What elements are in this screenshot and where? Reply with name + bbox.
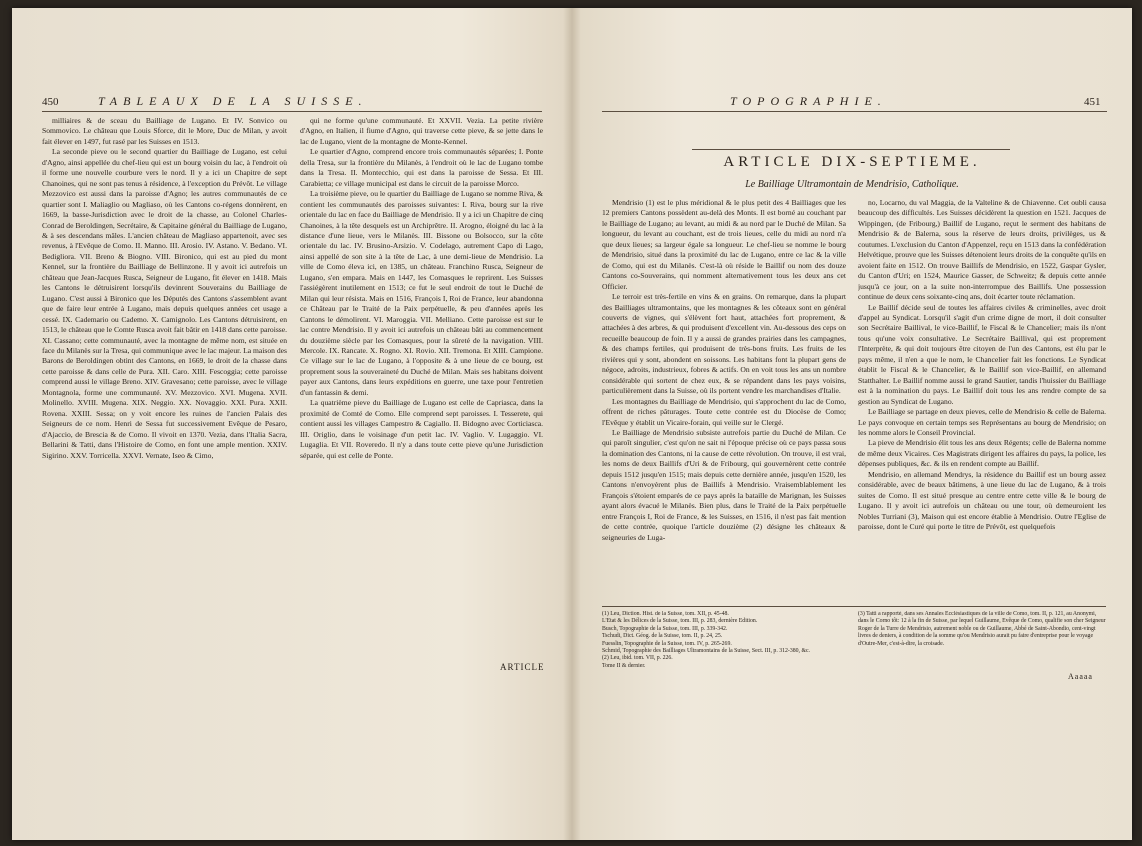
right-running-head: TOPOGRAPHIE.: [730, 94, 887, 108]
body-paragraph: Mendrisio, en allemand Mendrys, la résidence du Baillif est un bourg assez considérable, avec de beaux bâtimens, à une lieue du lac de Lugano, & à trois suites de Como. Il est situé presque au centre entre cette ville & le bourg de Lugano. Il y avoit ici autrefois un château ou une tour, où demeuroient les Nobles Turriani (3), Maison qui est encore établie à Mendrisio. Outre l'Eglise de paroisse, dont le Curé qui porte le titre de Prévôt, est quelquefois: [858, 469, 1106, 532]
body-paragraph: La seconde pieve ou le second quartier du Bailliage de Lugano, est celui d'Agno, ainsi appellée du chef-lieu qui est un bourg voisin du lac, à l'endroit où il forme une nouvelle courbure vers le nord. Il y a ici un Chapitre de sept Chanoines, qui ne sont pas tenus à résidence, à l'exception du Prévôt. Le village Mezzovico est aussi dans la paroisse d'Agno; les autres communautés de ce quartier sont I. Maliaglio ou Magliaso, où les Cantons co-régens donnèrent, en 1669, la basse-Jurisdiction avec le droit de la chasse, au Colonel Charles-Conrad de Beroldingen, Secrétaire, & Capitaine général du Bailliage de Lugano, & à ses descendans mâles. L'ancien château de Magliaso appartenoit, avec ses revenus, à l'Evêque de Como. II. Manno. III. Arosio. IV. Astano. V. Bedano. VI. Bedigliora. VII. Breno & Biogno. VIII. Bironico, qui est au pied du mont Kennel, sur la frontière du Bailliage de Bellinzone. Il y avoit ici autrefois un château que Jean-Jacques Rusca, Seigneur de Lugano, fit élever en 1418. Mais les Cantons le détruisirent lorsqu'ils devinrent Souverains du Bailliage de Lugano. C'est aussi à Bironico que les Députés des Cantons s'assemblent avant que de faire leur entrée à Lugano, mais depuis quelques années cet usage a cessé. IX. Cademario ou Cademo. X. Camignolo. Les Cantons détruisirent, en 1513, le château que le Comte Rusca avoit fait bâtir en 1418 dans cette paroisse. XI. Cassano; cette communauté, avec la montagne de même nom, est située en face du Milanès sur la Tresa, qui communique avec le lac majeur. La maison des Barons de Beroldingen obtint des Cantons, en 1669, le droit de la chasse dans cette paroisse & dans celle de Pura. XII. Caro. XIII. Fescoggia; cette paroisse comprend aussi le village Breno. XIV. Gravesano; cette paroisse, avec le village Montagnola, forme une communauté. XV. Mezzovico. XVI. Mugena. XVII. Molinello. XVIII. Mugena. XIX. Neggio. XX. Novaggio. XXI. Pura. XXII. Rovena. XXIII. Sessa; on y voit encore les ruines de l'ancien Palais des Seigneurs de ce nom. Henri de Sessa fut successivement Evêque de Pesaro, d'Ajaccio, de Brescia & de Como. Il vivoit en 1370. Vezia, dans l'Italia Sacra, Bellarini & Tatti, dans l'Histoire de Como, en font une ample mention. XXIV. Sigirino. XXV. Torricella. XXVI. Vernate, Iseo & Cimo,: [42, 147, 287, 460]
body-paragraph: Le Bailliage de Mendrisio subsiste autrefois partie du Duché de Milan. Ce qui paroît singulier, c'est qu'on ne sait ni l'époque précise où ce pays passa sous la domination des Cantons, ni la cause de cette révolution. On trouve, il est vrai, les noms de deux Baillifs d'Uri & de Fribourg, qui gouvernèrent cette contrée depuis 1512 jusqu'en 1515; mais depuis cette dernière année, jusqu'en 1520, les Cantons n'envoyèrent plus de Baillifs à Mendrisio. Vraisemblablement les François s'étoient emparés de ce pays après la bataille de Marignan, les Suisses ayant alors évacué le Milanès. Bien plus, dans le Traité de la Paix perpétuelle entre François I, Roi de France, & les Suisses, en 1516, il n'est pas fait mention de cette contrée, quoique l'article douzième (2) désigne les châteaux & seigneuries de Luga-: [602, 427, 846, 542]
footnote: (1) Leu, Diction. Hist. de la Suisse, tom. XII, p. 45-48.: [602, 611, 729, 617]
left-column-1: [42, 116, 287, 672]
catchword: ARTICLE: [500, 662, 545, 672]
body-paragraph: qui ne forme qu'une communauté. Et XXVII. Vezia. La petite rivière d'Agno, en Italien, il fiume d'Agno, qui traverse cette pieve, & se jette dans le lac de Lugano, vient de la montagne de Monte-Kennel.: [300, 116, 543, 146]
body-paragraph: Mendrisio (1) est le plus méridional & le plus petit des 4 Bailliages que les 12 premiers Cantons possèdent au-delà des Monts. Il est borné au couchant par le Bailliage de Lugano; au levant, au midi & au nord par le Duché de Milan. Sa longueur, du levant au couchant, est de trois lieues, celle du midi au nord n'a que deux lieues; sa largeur égale sa longueur. Le chef-lieu se nomme le bourg de Mendrisio, situé dans la proximité du lac de Lugano, entre ce lac & la ville de Como, qui est du Milanès. C'est-là où réside le Baillif ou nom des douze Cantons co-Souverains, qui nomment alternativement tous les deux ans cet Officier.: [602, 198, 846, 291]
footnote: Tome II & dernier.: [602, 662, 646, 669]
footnote: Schmid, Topographie des Bailliages Ultramontains de la Suisse, Sect. III, p. 312-380, &c.: [602, 648, 810, 655]
right-head-rule: [602, 111, 1107, 112]
right-column-2: [858, 198, 1106, 598]
right-column-1: [602, 198, 846, 598]
footnote-rule: [602, 606, 1106, 607]
signature-mark: Aaaaa: [1068, 672, 1093, 681]
body-paragraph: Les montagnes du Bailliage de Mendrisio, qui s'approchent du lac de Como, offrent de riches pâturages. Toute cette contrée est du Diocèse de Como; l'Evêque y établit un Vicaire-forain, qui veille sur le Clergé.: [602, 396, 846, 427]
footnote: Fuesslin, Topographie de la Suisse, tom. IV, p. 265-269.: [602, 640, 732, 647]
left-head-rule: [42, 111, 542, 112]
title-rule-top: [692, 149, 1010, 150]
footnote: Tschudi, Dict. Géog. de la Suisse, tom. II, p. 24, 25.: [602, 633, 723, 640]
footnotes-left: [602, 611, 838, 676]
body-paragraph: milliaires & de sceau du Bailliage de Lugano. Et IV. Sonvico ou Sommovico. Le château que Louis Sforce, dit le More, Duc de Milan, y avoit fait élever en 1497, fut rasé par les Suisses en 1513.: [42, 116, 287, 146]
body-paragraph: La quatrième pieve du Bailliage de Lugano est celle de Capriasca, dans la proximité de Comté de Como. Elle comprend sept paroisses. I. Tesserete, qui contient aussi les villages Campestro & Cagiallo. II. Bidogno avec Corticiasca. III. Origlio, dans le voisinage d'un petit lac. IV. Vaglio. V. Lugaggio. VI. Lugaglia. Et VII. Roveredo. Il n'y a dans toute cette pieve qu'une Jurisdiction séparée, qui est celle de Ponte.: [300, 398, 543, 460]
left-page-number: 450: [42, 96, 59, 108]
article-subtitle: Le Bailliage Ultramontain de Mendrisio, Catholique.: [745, 179, 959, 190]
body-paragraph: Le quartier d'Agno, comprend encore trois communautés séparées; I. Ponte della Tresa, sur la frontière du Milanès, à l'endroit où le lac de Lugano tombe dans la Tresa. II. Montecchio, qui est dans la paroisse de Sessa. Et III. Carabietta; ce village municipal est dans le circuit de la paroisse Morco.: [300, 147, 543, 188]
body-paragraph: Le Bailliage se partage en deux pieves, celle de Mendrisio & celle de Balerna. Le pays convoque en certain temps ses Représentans au bourg de Mendrisio; on les nomme alors le Conseil Provincial.: [858, 407, 1106, 437]
left-column-2: [300, 116, 543, 672]
footnote: L'Etat & les Délices de la Suisse, tom. III, p. 283, dernière Edition.: [602, 618, 758, 625]
right-page: [572, 8, 1132, 840]
body-paragraph: no, Locarno, du val Maggia, de la Valteline & de Chiavenne. Cet oubli causa beaucoup des difficultés. Les Suisses décidèrent la question en 1521. Jacques de Wippingen, (de Fribourg,) Baillif de Lugano, reçut le serment des habitans de Mendrisio & de Balerna, sous la réserve de leurs droits, privilèges, us & coutumes. L'exclusion du Canton d'Appenzel, reçu en 1513 dans la confédération Helvétique, prouve que les Suisses détenoient leurs droits de la conquête qu'ils en avoient faite en 1512. On trouve Baillifs de Mendrisio, en 1522, Gaspar Gysler, du Canton d'Uri; en 1524, Maurice Gasser, de Schweitz; & depuis cette année jusqu'à ce jour, on a la suite non-interrompue des Baillifs. Une possession continue de deux cens soixante-cinq ans, doit écarter toute réclamation.: [858, 198, 1106, 302]
body-paragraph: Le terroir est très-fertile en vins & en grains. On remarque, dans la plupart des Bailliages ultramontains, que les montagnes & les côteaux sont en général couverts de vignes, qui s'élèvent fort haut, attachées fort proprement, & attachées à des arbres, & qui produisent d'excellent vin. Au-dessous des ceps on recueille beaucoup de foin. Il y a aussi de grandes prairies dans les campagnes, & des champs fertiles, qui produisent de très-bons fruits. Les fruits de les rivières qui y sont, abondent en soissons. Les habitans font la plupart gens de négoce, adroits, industrieux, fobres & actifs. On en voit tous les ans un nombre considérable qui sortent de chez eux, & se répandent dans les pays voisins, particulièrement dans la Suisse, où ils portent vendre les marchandises d'Italie.: [602, 292, 846, 396]
left-running-head: TABLEAUX DE LA SUISSE.: [98, 94, 368, 108]
body-paragraph: Le Baillif décide seul de toutes les affaires civiles & criminelles, avec droit d'appel au Syndicat. Lorsqu'il s'agit d'un crime digne de mort, il doit consulter son Secrétaire Baillival, le vice-Baillif, le Fiscal & le Chancelier; mais ils n'ont tous qu'une voix consultative. Le Secrétaire Baillival, qui est proprement l'Interprète, & qui doit toujours être citoyen de l'un des Cantons, est élu par le pays même, il n'en a que le nom, le Chancelier fait les fonctions. Le Syndicat établit le Fiscal & le Chancelier, & le Baillif son vice-Baillif, en allemand Statthalter. Le Baillif nomme aussi le grand Sautier, tandis l'huissier du Bailliage est à la nomination du pays. Le Baillif doit tous les ans rendre compte de sa gestion au Syndicat de Lugano.: [858, 302, 1106, 406]
book-spread: [12, 8, 1132, 840]
footnotes-right: [858, 611, 1106, 671]
footnote: (2) Leu, ibid. tom. VII, p. 226.: [602, 655, 673, 662]
left-page: [12, 8, 572, 840]
footnote: Busch, Topographie de la Suisse, tom. III, p. 339-342.: [602, 625, 728, 632]
body-paragraph: La troisième pieve, ou le quartier du Bailliage de Lugano se nomme Riva, & contient les communautés des paroisses suivantes: I. Riva, bourg sur la rive orientale du lac en face du Bailliage de Mendrisio. Il y a ici un Chapitre de cinq Chanoines, à la tête desquels est un Archiprêtre. II. Arogno, éloigné du lac à la distance d'une lieue, vers le Milanès. III. Bissone ou Bolsocco, sur la côte orientale du lac. IV. Brusino-Arsizio. V. Codelago, autrement Capo di Lago, ainsi appellé de son site à la tête de Lac, à une demi-lieue de Mendrisio. La ville de Como éleva ici, en 1385, un château. Franchino Rusca, Seigneur de Lugano, s'en empara. Mais en 1447, les Comasques le reprirent. Les Suisses l'assiégèrent inutilement en 1513; ce fut le seul endroit de tout le Duché de Milan qui leur résista. Mais en 1516, François I, Roi de France, leur abandonna ce Château par le Traité de la Paix perpétuelle, & peu d'années après les Cantons le démolirent. VI. Maroggia. VII. Melliano. Cette paroisse est sur le lac contre Mendrisio. Il y avoit ici autrefois un château bâti au commencement du douzième siècle par les Comasques, pour la sûreté de la navigation. VIII. Mercole. IX. Rancate. X. Rogno. XI. Rovio. XII. Tremona. Et XIII. Campione. Ce village sur le lac de Lugano, à l'opposite & à une lieue de ce bourg, est proprement sous la souveraineté du Duché de Milan. Mais ses habitans doivent payer aux Cantons, dans leurs expéditions en guerre, une taxe pour l'entretien d'un fantassin & demi.: [300, 189, 543, 397]
article-title: ARTICLE DIX-SEPTIEME.: [723, 154, 981, 170]
body-paragraph: La pieve de Mendrisio élit tous les ans deux Régents; celle de Balerna nomme de même deux Vicaires. Ces Magistrats dirigent les affaires du pays, la police, les dépenses publiques, &c. & ils en rendent compte au Baillif.: [858, 438, 1106, 469]
footnote: (3) Tatti a rapporté, dans ses Annales Ecclésiastiques de la ville de Como, tom. II, p. 121, au Anonymi, dans le Corno tôt: 12 à la fin de Suisse, par lequel Guillaume, Evêque de Como, qualifie son cher Seigneur Roger de la Turre de Mendrisio, autrement noble ou de Guillaume, Abbé de Saint-Abondio, cent-vingt livres de deniers, à condition de la somme qu'ou Mendrisio aurait pu faire d'entreprise pour le voyage d'Outre-Mer, c'est-à-dire, la croisade.: [858, 611, 1106, 647]
right-page-number: 451: [1084, 96, 1101, 108]
